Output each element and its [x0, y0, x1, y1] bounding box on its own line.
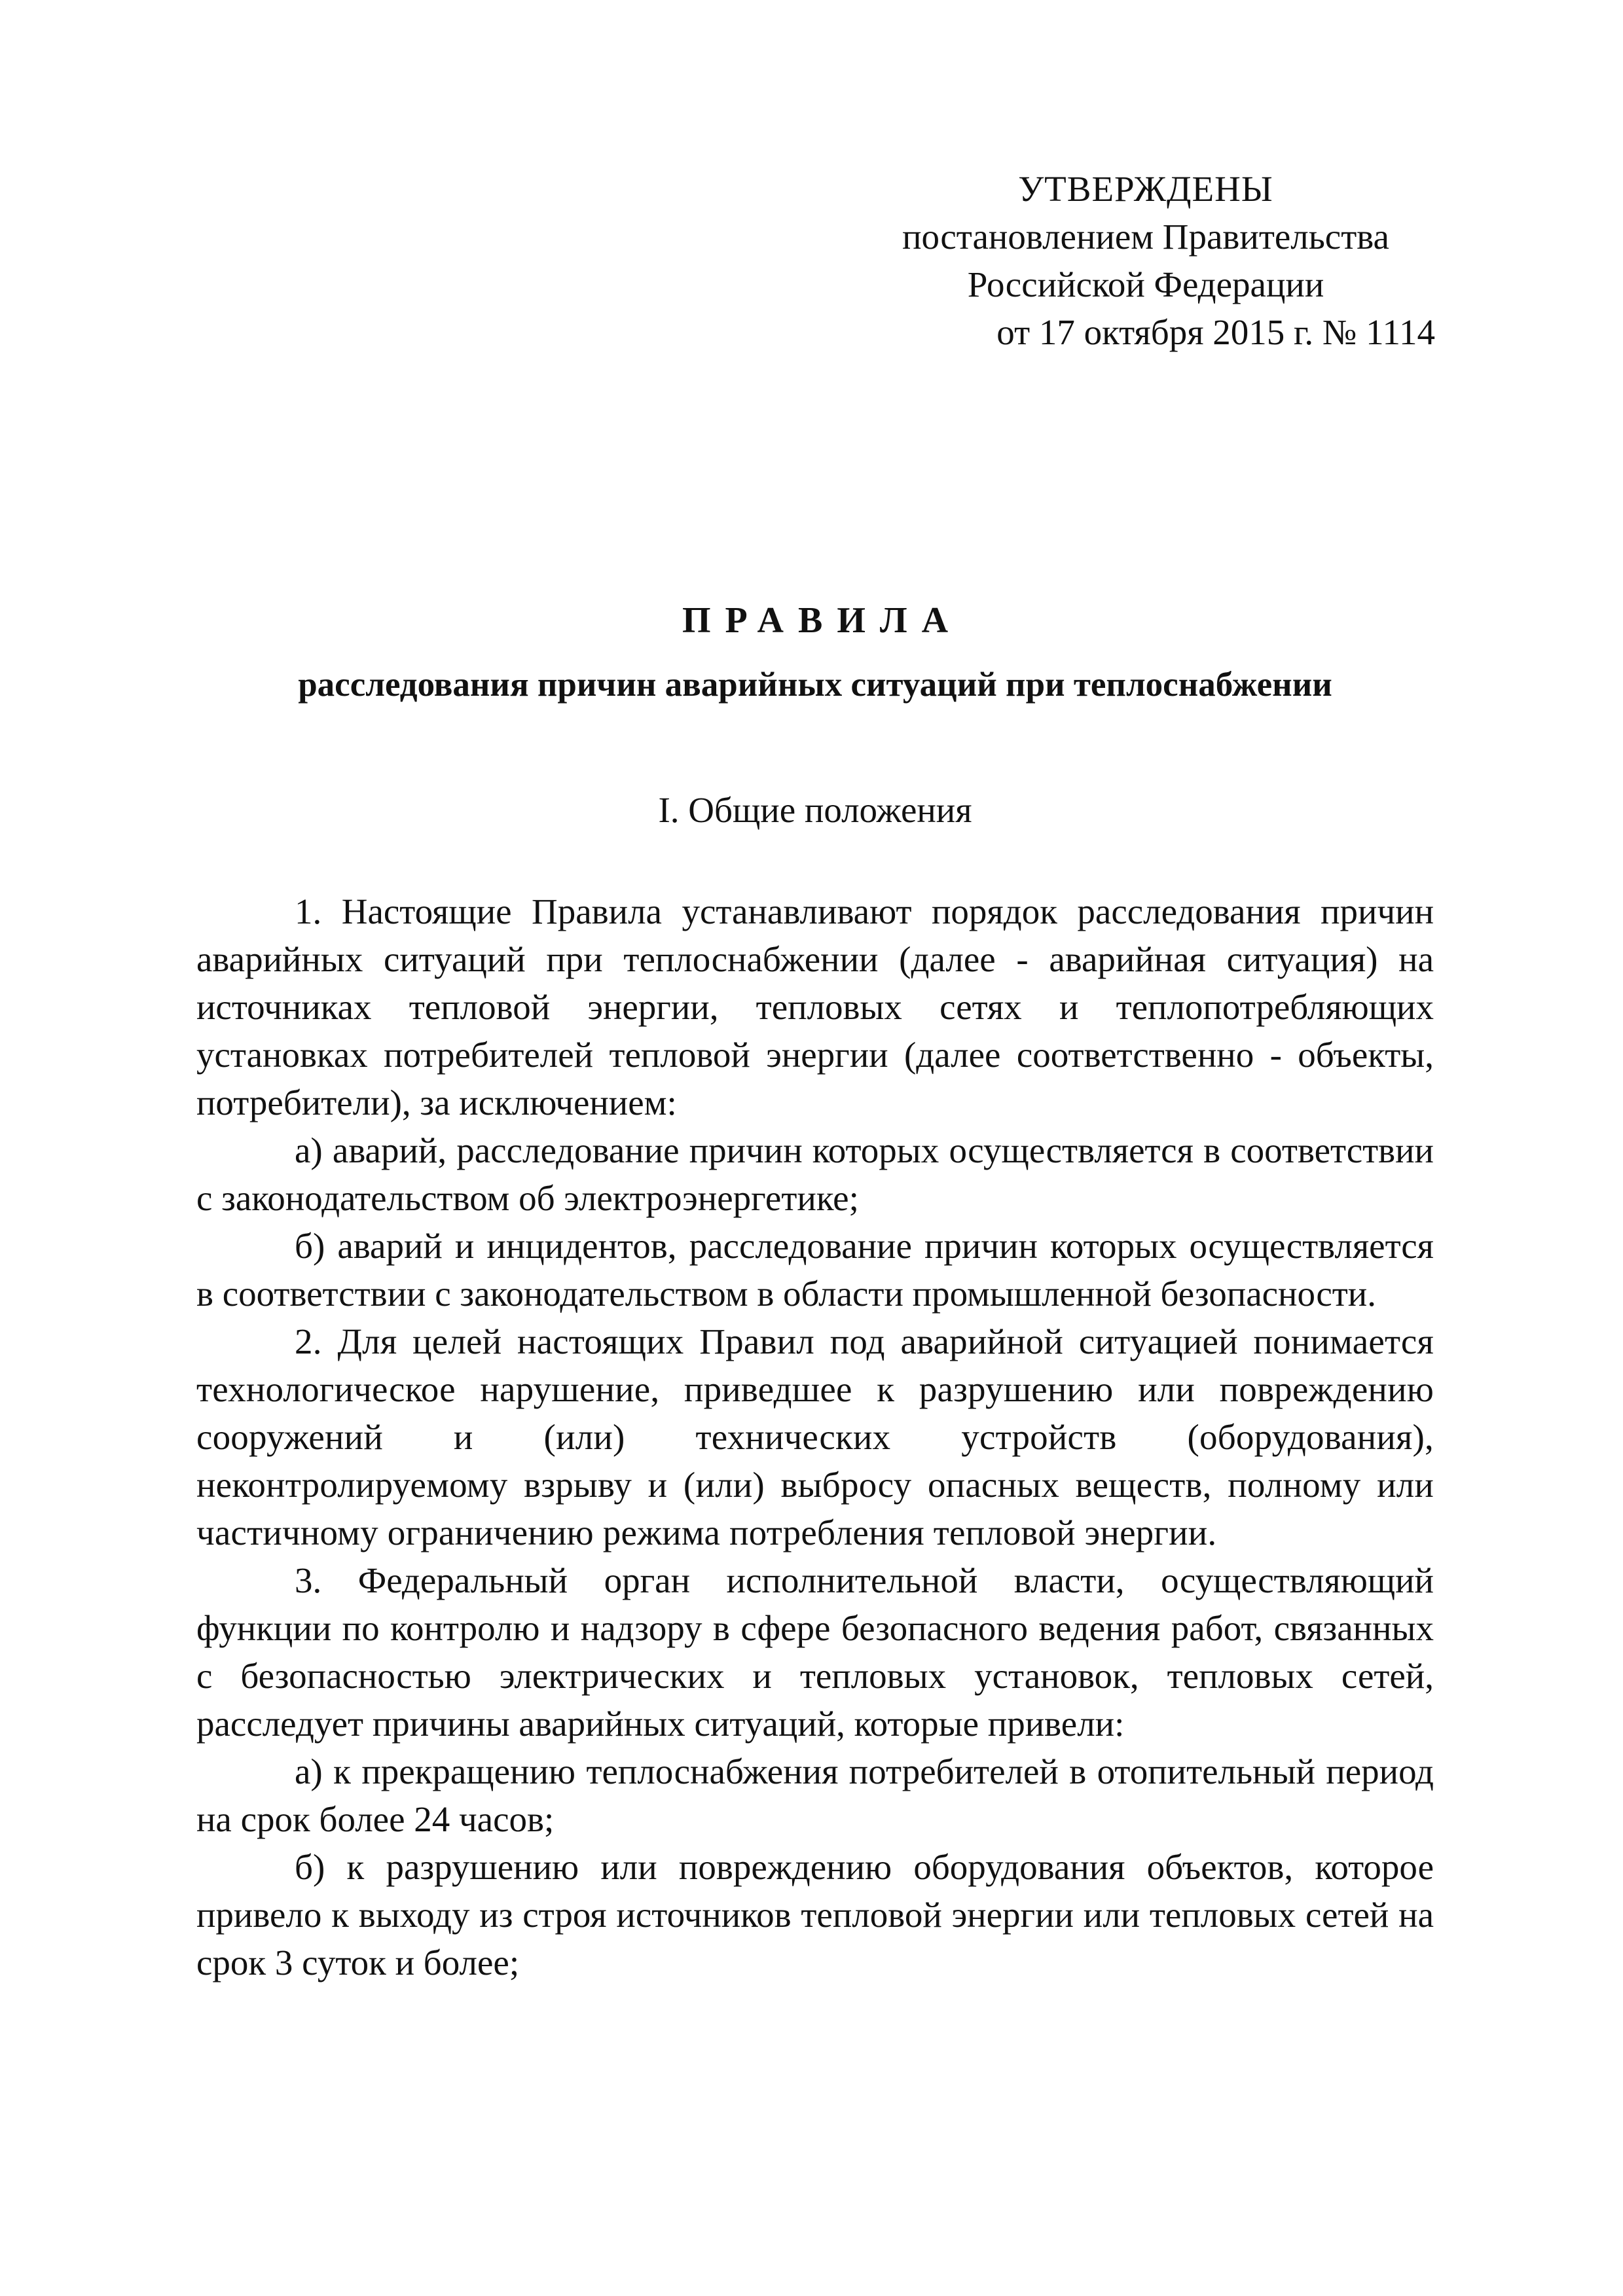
document-subtitle: расследования причин аварийных ситуаций при теплоснабжении [298, 666, 1332, 704]
paragraph-1a: а) аварий, расследование причин которых осуществляется в соответствии с законодательством об электроэнергетике; [196, 1130, 1434, 1218]
paragraph-1: 1. Настоящие Правила устанавливают порядок расследования причин аварийных ситуаций при теплоснабжении (далее - аварийная ситуация) на источниках тепловой энергии, тепловых сетях и теплопотребляющих установках потребителей тепловой энергии (далее соответственно - объекты, потребители), за исключением: [196, 891, 1434, 1122]
document-title-block [196, 596, 1434, 709]
approval-line-government: Российской Федерации [967, 264, 1324, 304]
paragraph-3b: б) к разрушению или повреждению оборудования объектов, которое привело к выходу из строя источников тепловой энергии или тепловых сетей на срок 3 суток и более; [196, 1847, 1434, 1982]
paragraph-2: 2. Для целей настоящих Правил под аварийной ситуацией понимается технологическое нарушение, приведшее к разрушению или повреждению сооружений и (или) технических устройств (оборудования), неконтролируемому взрыву и (или) выбросу опасных веществ, полному или частичному ограничению режима потребления тепловой энергии. [196, 1321, 1434, 1552]
paragraph-3: 3. Федеральный орган исполнительной власти, осуществляющий функции по контролю и надзору в сфере безопасного ведения работ, связанных с безопасностью электрических и тепловых установок, тепловых сетей, расследует причины аварийных ситуаций, которые привели: [196, 1560, 1434, 1744]
approval-stamp [838, 165, 1453, 356]
approval-line-date-number: от 17 октября 2015 г. № 1114 [996, 312, 1435, 352]
approval-line-decree: постановлением Правительства [902, 217, 1389, 257]
paragraph-3a: а) к прекращению теплоснабжения потребителей в отопительный период на срок более 24 часов; [196, 1751, 1434, 1839]
paragraph-1b: б) аварий и инцидентов, расследование причин которых осуществляется в соответствии с законодательством в области промышленной безопасности. [196, 1226, 1434, 1314]
approval-title: УТВЕРЖДЕНЫ [1018, 169, 1273, 209]
document-title: ПРАВИЛА [682, 600, 963, 641]
section-heading: I. Общие положения [658, 790, 972, 830]
document-body [196, 888, 1434, 1986]
